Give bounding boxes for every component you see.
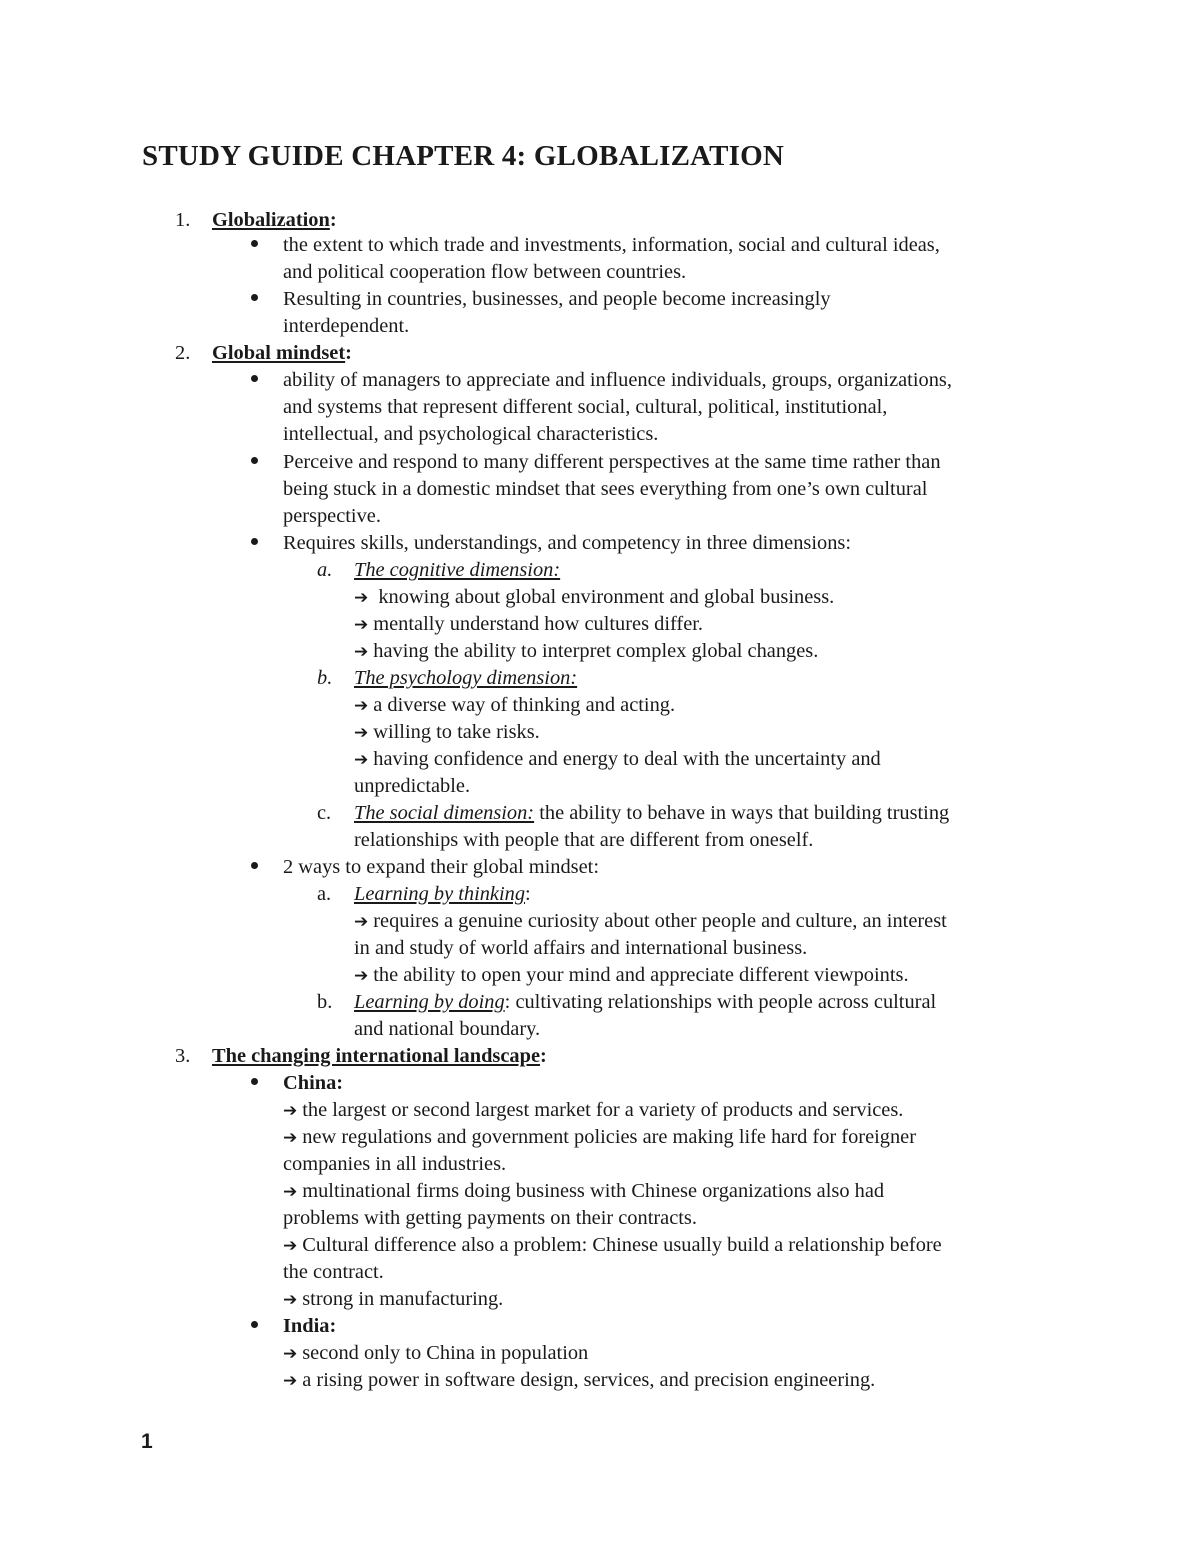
china-line-8 (283, 1286, 503, 1314)
dim-b-item-3-text: having confidence and energy to deal with the uncertainty and (373, 748, 881, 770)
china-line-4-text: multinational firms doing business with Chinese organizations also had (302, 1180, 885, 1202)
china-line-6 (283, 1232, 942, 1260)
arrow-icon: ➔ (283, 1290, 298, 1310)
arrow-icon: ➔ (354, 615, 369, 635)
dim-c-letter: c. (317, 802, 332, 824)
section-2-number: 2. (175, 342, 191, 364)
india-line-2-text: a rising power in software design, services, and precision engineering. (302, 1369, 876, 1391)
india-line-2 (283, 1367, 875, 1395)
bullet-icon (251, 457, 258, 464)
dim-c-label: The social dimension: (354, 802, 535, 824)
s2-b2-line2: being stuck in a domestic mindset that sees everything from one’s own cultural (283, 478, 928, 500)
s2-b2-line3: perspective. (283, 505, 381, 527)
dim-b-item-2 (354, 719, 540, 747)
s2-b2-line1: Perceive and respond to many different perspectives at the same time rather than (283, 451, 941, 473)
s2-b1-line2: and systems that represent different social, cultural, political, institutional, (283, 396, 888, 418)
learn-b-text: cultivating relationships with people across cultural (510, 991, 937, 1013)
arrow-icon: ➔ (283, 1236, 298, 1256)
section-1-number: 1. (175, 209, 191, 231)
s2-b1-line3: intellectual, and psychological characteristics. (283, 423, 659, 445)
arrow-icon: ➔ (354, 588, 369, 608)
learn-a-item-1-text: requires a genuine curiosity about other people and culture, an interest (373, 910, 947, 932)
s1-b1-line1: the extent to which trade and investments, information, social and cultural ideas, (283, 234, 940, 256)
s2-b3: Requires skills, understandings, and competency in three dimensions: (283, 532, 852, 554)
s2-b1-line1: ability of managers to appreciate and influence individuals, groups, organizations, (283, 369, 952, 391)
china-label: China: (283, 1072, 344, 1094)
section-3-number: 3. (175, 1045, 191, 1067)
dim-b-label: The psychology dimension: (354, 667, 578, 689)
arrow-icon: ➔ (354, 696, 369, 716)
dim-b-item-1 (354, 692, 675, 720)
arrow-icon: ➔ (354, 750, 369, 770)
bullet-icon (251, 294, 258, 301)
arrow-icon: ➔ (283, 1101, 298, 1121)
china-line-1-text: the largest or second largest market for a variety of products and services. (302, 1099, 904, 1121)
dim-a-item-1-text: knowing about global environment and global business. (378, 586, 835, 608)
section-3-heading (212, 1043, 547, 1070)
section-2-heading (212, 340, 352, 367)
learn-a-label-line (354, 881, 531, 908)
china-line-2 (283, 1124, 916, 1152)
s2-b4: 2 ways to expand their global mindset: (283, 856, 599, 878)
learn-a-item-2-text: the ability to open your mind and appreciate different viewpoints. (373, 964, 909, 986)
learn-b-line1 (354, 989, 936, 1016)
page-title: STUDY GUIDE CHAPTER 4: GLOBALIZATION (142, 140, 785, 172)
china-line-5: problems with getting payments on their contracts. (283, 1207, 697, 1229)
section-1-heading (212, 207, 337, 234)
dim-c-line2: relationships with people that are different from oneself. (354, 829, 814, 851)
dim-b-item-3 (354, 746, 881, 774)
arrow-icon: ➔ (354, 642, 369, 662)
section-2-heading-text: Global mindset (212, 342, 346, 364)
learn-a-colon: : (525, 883, 531, 905)
section-3-heading-colon: : (540, 1045, 547, 1067)
india-line-1-text: second only to China in population (302, 1342, 589, 1364)
learn-b-letter: b. (317, 991, 333, 1013)
learn-b-colon: : (504, 991, 511, 1013)
india-label: India: (283, 1315, 337, 1337)
dim-c-text: the ability to behave in ways that building trusting (534, 802, 950, 824)
china-line-6-text: Cultural difference also a problem: Chinese usually build a relationship before (302, 1234, 942, 1256)
arrow-icon: ➔ (283, 1344, 298, 1364)
arrow-icon: ➔ (283, 1128, 298, 1148)
china-line-8-text: strong in manufacturing. (302, 1288, 504, 1310)
dim-a-item-3 (354, 638, 818, 666)
section-3-heading-text: The changing international landscape (212, 1045, 541, 1067)
dim-b-item-3-cont: unpredictable. (354, 775, 471, 797)
dim-a-label: The cognitive dimension: (354, 559, 561, 581)
page-number: 1 (141, 1430, 153, 1453)
china-line-2-text: new regulations and government policies are making life hard for foreigner (302, 1126, 917, 1148)
dim-b-item-1-text: a diverse way of thinking and acting. (373, 694, 676, 716)
bullet-icon (251, 240, 258, 247)
s1-b2-line1: Resulting in countries, businesses, and people become increasingly (283, 288, 831, 310)
learn-b-line2: and national boundary. (354, 1018, 541, 1040)
s1-b1-line2: and political cooperation flow between countries. (283, 261, 687, 283)
bullet-icon (251, 1321, 258, 1328)
dim-a-item-2 (354, 611, 703, 639)
learn-a-item-1 (354, 908, 947, 936)
learn-a-letter: a. (317, 883, 332, 905)
dim-a-item-3-text: having the ability to interpret complex global changes. (373, 640, 819, 662)
learn-a-label: Learning by thinking (354, 883, 526, 905)
learn-a-item-2 (354, 962, 909, 990)
dim-b-item-2-text: willing to take risks. (373, 721, 540, 743)
arrow-icon: ➔ (283, 1182, 298, 1202)
s1-b2-line2: interdependent. (283, 315, 410, 337)
learn-a-item-1-cont: in and study of world affairs and international business. (354, 937, 808, 959)
section-1-heading-text: Globalization (212, 209, 330, 231)
india-line-1 (283, 1340, 588, 1368)
china-line-7: the contract. (283, 1261, 384, 1283)
arrow-icon: ➔ (354, 966, 369, 986)
section-1-heading-colon: : (329, 209, 337, 231)
arrow-icon: ➔ (283, 1371, 298, 1391)
dim-a-item-2-text: mentally understand how cultures differ. (373, 613, 704, 635)
china-line-1 (283, 1097, 903, 1125)
china-line-4 (283, 1178, 884, 1206)
dim-b-letter: b. (317, 667, 333, 689)
section-2-heading-colon: : (345, 342, 352, 364)
learn-b-label: Learning by doing (354, 991, 505, 1013)
arrow-icon: ➔ (354, 912, 369, 932)
china-line-3: companies in all industries. (283, 1153, 507, 1175)
bullet-icon (251, 375, 258, 382)
bullet-icon (251, 1078, 258, 1085)
bullet-icon (251, 862, 258, 869)
dim-a-letter: a. (317, 559, 333, 581)
bullet-icon (251, 538, 258, 545)
dim-a-item-1 (354, 584, 834, 612)
dim-c-line1 (354, 800, 949, 827)
arrow-icon: ➔ (354, 723, 369, 743)
